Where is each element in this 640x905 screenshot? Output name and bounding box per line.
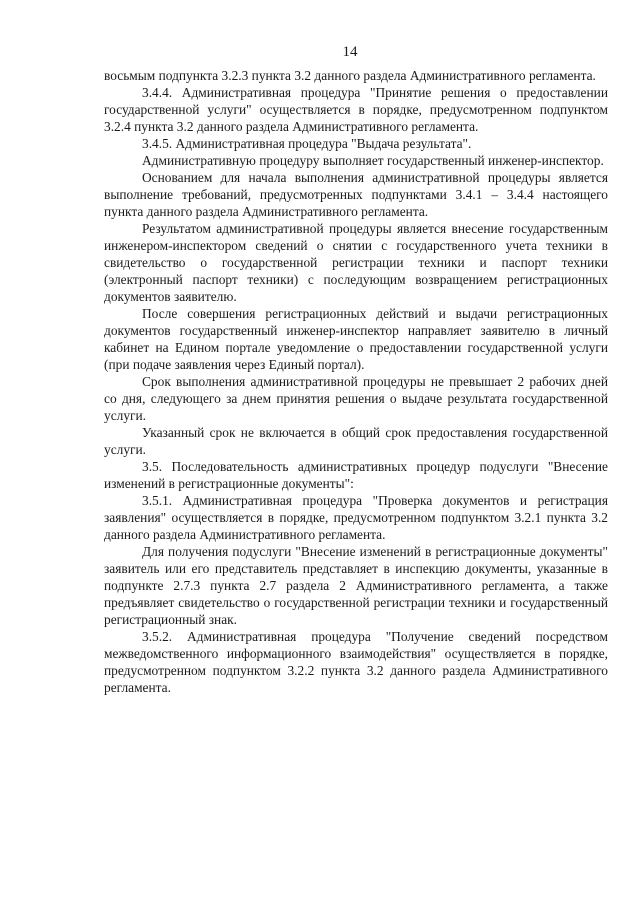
paragraph: 3.5. Последовательность административных процедур подуслуги "Внесение изменений в регистрационные документы":: [104, 459, 608, 491]
paragraph: Основанием для начала выполнения административной процедуры является выполнение требований, предусмотренных подпунктами 3.4.1 – 3.4.4 настоящего пункта данного раздела Административного регламента.: [104, 170, 608, 219]
paragraph: восьмым подпункта 3.2.3 пункта 3.2 данного раздела Административного регламента.: [104, 68, 596, 83]
paragraph: Срок выполнения административной процедуры не превышает 2 рабочих дней со дня, следующего за днем принятия решения о выдаче результата государственной услуги.: [104, 374, 608, 423]
paragraph: Для получения подуслуги "Внесение изменений в регистрационные документы" заявитель или его представитель представляет в инспекцию документы, указанные в подпункте 2.7.3 пункта 2.7 раздела 2 Административного регламента, а также предъявляет свидетельство о государственной регистрации техники и государственный регистрационный знак.: [104, 544, 608, 627]
paragraph: 3.4.5. Административная процедура "Выдача результата".: [142, 136, 472, 151]
paragraph: 3.4.4. Административная процедура "Принятие решения о предоставлении государственной услуги" осуществляется в порядке, предусмотренном подпунктом 3.2.4 пункта 3.2 данного раздела Административного регламента.: [104, 85, 608, 134]
page-number: 14: [342, 44, 358, 60]
paragraph: 3.5.1. Административная процедура "Проверка документов и регистрация заявления" осуществляется в порядке, предусмотренном подпунктом 3.2.1 пункта 3.2 данного раздела Административного регламента.: [104, 493, 608, 542]
paragraph: Результатом административной процедуры является внесение государственным инженером-инспектором сведений о снятии с государственного учета техники в свидетельство о государственной регистрации техники и паспорт техники (электронный паспорт техники) с последующим возвращением регистрационных документов заявителю.: [104, 221, 608, 304]
paragraph: Указанный срок не включается в общий срок предоставления государственной услуги.: [104, 425, 608, 457]
document-body: [104, 67, 608, 696]
paragraph: 3.5.2. Административная процедура "Получение сведений посредством межведомственного информационного взаимодействия" осуществляется в порядке, предусмотренном подпунктом 3.2.2 пункта 3.2 данного раздела Административного регламента.: [104, 629, 608, 695]
paragraph: Административную процедуру выполняет государственный инженер-инспектор.: [142, 153, 604, 168]
paragraph: После совершения регистрационных действий и выдачи регистрационных документов государственный инженер-инспектор направляет заявителю в личный кабинет на Едином портале уведомление о предоставлении государственной услуги (при подаче заявления через Единый портал).: [104, 306, 608, 372]
